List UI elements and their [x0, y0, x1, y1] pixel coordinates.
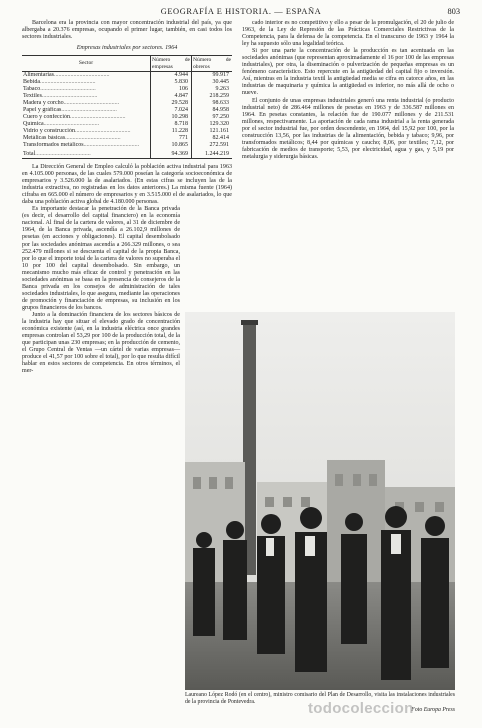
leader-dots: ..................................... [40, 79, 96, 85]
obreros-value: 99.917 [192, 72, 233, 80]
table-row [22, 135, 232, 142]
paragraph: Es importante destacar la penetración de la Banca privada (es decir, el desarrollo del capital financiero) en la economía nacional. Al final de la cartera de valores, al 31 de diciembre de 1964, de la Banca privada, ascendía a 26.102,9 millones de pesetas (en acciones y obligaciones). El capital desembolsado por las sociedades anónimas ascendía a 266.329 millones, o sea 252.479 millones si se descuenta el capital de la propia Banca, por lo que el importe total de la cartera de valores no superaba el 10 por 100 del capital desembolsado. Sin embargo, un mecanismo mucho más eficaz de control y penetración en las sociedades anónimas se basa en la presencia de consejeros de la Banca privada en los consejos de administración de tales sociedades industriales, lo que asegura, mediante las operaciones de promoción y financiación de empresas, su inclusión en los grupos financieros de los bancos. [22, 206, 180, 311]
sector-label: Metálicas básicas [23, 135, 66, 141]
table-body [22, 72, 232, 159]
watermark: todocoleccion [308, 700, 414, 717]
sector-label: Total [23, 151, 36, 157]
table-row [22, 100, 232, 107]
sector-name [22, 114, 151, 121]
leader-dots: ..................................... [43, 121, 100, 127]
obreros-value: 30.445 [192, 79, 233, 86]
empresas-value: 4.944 [151, 72, 192, 80]
empresas-value: 11.228 [151, 128, 192, 135]
table-row [22, 107, 232, 114]
leader-dots: ..................................... [35, 151, 91, 157]
obreros-value: 82.414 [192, 135, 233, 142]
obreros-value: 1.244.219 [192, 149, 233, 159]
sector-name [22, 107, 151, 114]
obreros-value: 121.161 [192, 128, 233, 135]
empresas-value: 4.847 [151, 93, 192, 100]
leader-dots: ..................................... [65, 135, 121, 141]
table-row [22, 114, 232, 121]
sector-label: Textiles [23, 93, 42, 99]
obreros-value: 9.263 [192, 86, 233, 93]
page-header [0, 6, 482, 20]
right-column [242, 20, 454, 161]
table-row [22, 72, 232, 80]
sector-name [22, 93, 151, 100]
table-total-row [22, 149, 232, 159]
table-row [22, 128, 232, 135]
empresas-value: 771 [151, 135, 192, 142]
leader-dots: ..................................... [40, 86, 96, 92]
paragraph: La Dirección General de Empleo calculó la población activa industrial para 1963 en 4.105.000 personas, de las cuales 579.000 poseían la categoría socioeconómica de empresarios y 3.526.000 la de asalariados. (En estas cifras se incluyen las de la industria extractiva, no registradas en los datos anteriores.) La misma fuente (1964) cifraba en 665.000 el número de empresarios y en 3.515.000 el de asalariados, lo que daba una población activa global de 4.180.000 personas. [22, 164, 232, 206]
leader-dots: ..................................... [63, 100, 120, 106]
empresas-value: 8.718 [151, 121, 192, 128]
leader-dots: ..................................... [61, 107, 117, 113]
table-row [22, 142, 232, 149]
sector-label: Tabaco [23, 86, 41, 92]
table-row [22, 93, 232, 100]
leader-dots: ..................................... [69, 114, 126, 120]
obreros-value: 129.320 [192, 121, 233, 128]
sector-name [22, 72, 151, 80]
news-photo [185, 312, 455, 690]
table-header-row [22, 56, 232, 72]
sector-name [22, 100, 151, 107]
header-empresas: Número de empresas [152, 57, 190, 70]
sector-label: Transformados metálicos [23, 142, 84, 148]
paragraph: cado interior es no competitivo y ello a pesar de la promulgación, el 20 de julio de 1963, de la Ley de Represión de las Prácticas Comerciales Restrictivas de la Competencia, para la defensa de la competencia. En el transcurso de 1963 y 1964 la ley ha supuesto sólo una legalidad teórica. [242, 20, 454, 48]
obreros-value: 97.250 [192, 114, 233, 121]
photo-credit: Foto Europa Press [411, 706, 455, 713]
sector-label: Bebida [23, 79, 40, 85]
header-obreros: Número de obreros [193, 57, 231, 70]
leader-dots: ..................................... [83, 142, 140, 148]
empresas-value: 7.024 [151, 107, 192, 114]
sector-name [22, 135, 151, 142]
leader-dots: ..................................... [54, 72, 110, 78]
sector-name [22, 121, 151, 128]
sector-name [22, 142, 151, 149]
sector-name [22, 79, 151, 86]
empresas-value: 5.830 [151, 79, 192, 86]
empresas-value: 94.369 [151, 149, 192, 159]
paragraph: Junto a la dominación financiera de los sectores básicos de la industria hay que situar el elevado grado de concentración económica existente (así, en la industria eléctrica once grandes empresas controlan el 53,29 por 100 de la producción total, de la que participan unas 230 empresas; en la producción de cemento, el Grupo Central de Ventas —un cártel de varias empresas— produce el 41,57 por 100 sobre el total), por lo que resulta difícil hablar en estos sectores de competencia. En otros términos, el mer- [22, 311, 180, 375]
sector-table [22, 55, 232, 159]
header-sector: Sector [22, 56, 151, 72]
empresas-value: 29.528 [151, 100, 192, 107]
empresas-value: 106 [151, 86, 192, 93]
empresas-value: 10.298 [151, 114, 192, 121]
sector-label: Vidrio y construcción [23, 128, 75, 134]
leader-dots: ..................................... [41, 93, 98, 99]
obreros-value: 98.633 [192, 100, 233, 107]
sector-label: Química [23, 121, 44, 127]
table-caption: Empresas industriales por sectores. 1964 [76, 45, 178, 52]
running-title: GEOGRAFÍA E HISTORIA. — ESPAÑA [160, 7, 322, 16]
obreros-value: 84.958 [192, 107, 233, 114]
paragraph: Si por una parte la concentración de la producción es tan acentuada en las sociedades anónimas (que representan aproximadamente el 16 por 100 de las empresas industriales), por otra, la diseminación o pulverización de pequeñas empresas es un fenómeno característico. Esto repercute en la antigüedad del capital fijo o inversión. Así, mientras en la industria textil la antigüedad media se cifra en catorce años, en las industrias de maquinaria y química la antigüedad es inferior, no más allá de ocho o nueve. [242, 48, 454, 97]
sector-name [22, 149, 151, 159]
caption-text: Laureano López Rodó (en el centro), ministro comisario del Plan de Desarrollo, visita las instalaciones industriales de la provincia de Pontevedra. [185, 692, 455, 705]
page-number: 803 [447, 7, 460, 16]
sector-name [22, 128, 151, 135]
table-row [22, 86, 232, 93]
sector-label: Alimentarias [23, 72, 54, 78]
obreros-value: 272.591 [192, 142, 233, 149]
obreros-value: 218.259 [192, 93, 233, 100]
sector-label: Papel y gráficas [23, 107, 62, 113]
table-row [22, 79, 232, 86]
sector-name [22, 86, 151, 93]
table-row [22, 121, 232, 128]
narrow-text-block [22, 206, 180, 375]
sector-label: Madera y corcho [23, 100, 64, 106]
leader-dots: ..................................... [74, 128, 131, 134]
paragraph: Barcelona era la provincia con mayor concentración industrial del país, ya que albergaba a 20.376 empresas, ocupando el primer lugar, también, en casi todos los sectores industriales. [22, 20, 232, 41]
sector-label: Cuero y confección [23, 114, 70, 120]
empresas-value: 10.865 [151, 142, 192, 149]
paragraph: El conjunto de unas empresas industriales generó una renta industrial (o producto industrial neto) de 286.464 millones de pesetas en 1963 y de 336.587 millones en 1964. En pesetas constantes, la relación fue de 190.077 millones y de 211.531 millones, respectivamente. La aportación de cada rama industrial a la renta generada por el sector industrial fue, por orden descendente, en 1964, del 15,92 por 100, por la construcción 13,56, por las industrias de la alimentación, bebida y tabaco; 9,96, por transformados metálicos; 8,44 por químicas y caucho; 8,06, por textiles; 7,12, por fabricación de medios de transporte; 5,53, por electricidad, agua y gas, y 5,19 por metalurgia y siderurgia básicas. [242, 97, 454, 160]
